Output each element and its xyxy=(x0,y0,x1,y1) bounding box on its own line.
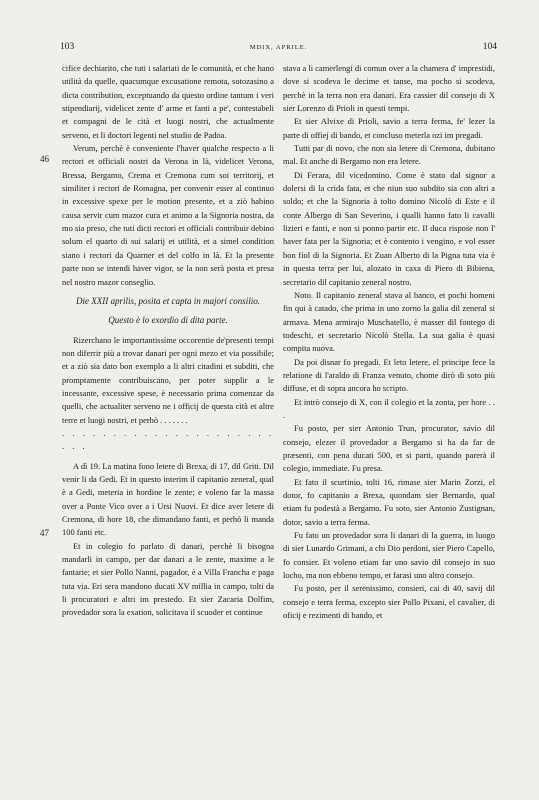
section-heading: Die XXII aprilis, posita et capta in majori consilio. xyxy=(76,295,260,306)
paragraph: Et sier Alvixe di Prioli, savio a terra ferma, fe' lezer la parte di offiej di bando, et concluso meterla ozi im pregadi. xyxy=(283,116,495,140)
paragraph: stava a li camerlengi di comun over a la chamera d' imprestidi, dove si scodeva le decime et tanse, ma pocho si scodeva, perchè in la terra non era danari. Era cassier dil consejo di X sier Lorenzo di Prioli in questi tempi. xyxy=(283,63,495,114)
paragraph: Rizerchano le importantissime occorentie de'presenti tempi non diferrir più a trovar danari per ogni mezo et via possibile; et a ziò sia dato bon exemplo a li altri citadini et subditi, che promptamente contribuiscano, per poter supplir a le incessante, excessive spese, è necessario prima comenzar da quelli, che actualiter serveno ne i officij de questa cità et altre terre et luogi nostri, et perhò . . . . . . . xyxy=(62,334,274,425)
section-heading: Questo è lo exordio di dita parte. xyxy=(108,315,228,326)
paragraph: Tutti par di novo, che non sia letere di Cremona, dubitano mal. Et anche di Bergamo non era letere. xyxy=(283,143,495,167)
paragraph: Et fato il scurtinio, tolti 16, rimase sier Marin Zorzi, el dotor, fo capitanio a Brexa, quondam sier Bernardo, qual etiam fu podestà a Bergamo. Fu soto, sier Antonio Zustignan, dotor, savio a terra ferma. xyxy=(283,476,495,527)
paragraph: Fu posto, per il serenissimo, consieri, cai di 40, savij dil consejo e terra ferma, excepto sier Pollo Pixani, el cavalier, di oficij e rezimenti di bando, et xyxy=(283,583,495,621)
page-number-right: 104 xyxy=(482,42,497,52)
paragraph: A dì 19. La matina fono letere di Brexa, di 17, dil Griti. Dil venir li da Gedi. Et in questo interim il capitanio zeneral, qual è a Gedi, meteria in hordine le zente; e voleno far la massa over a Ponte Vico over a i Ursi Nuovi. Et dice aver letere di Cremona, di hore 18, che dimandano fanti, et perhò li manda 100 fanti etc. xyxy=(62,460,274,538)
page-number-left: 103 xyxy=(60,42,75,52)
paragraph: Da poi disnar fo pregadi. Et leto letere, el principe fece la relatione di l'araldo di Franza venuto, chome dirò di soto più diffuse, et di sopra ancora ho scripto. xyxy=(283,356,495,394)
paragraph: Fu posto, per sier Antonio Trun, procurator, savio dil consejo, elezer il provedador a Bergamo si ha da far de præsenti, con pena ducati 500, et si parti, quando parerà il colegio, immediate. Fu presa. xyxy=(283,423,495,474)
paragraph: cifice dechiarito, che tuti i salariati de le comunità, et che hano utilità da quelle, quacumque excusatione remota, sotozasino a dicta contribution, exceptuando da questo ordine tantum i veri stipendiarij, videlicet zente d' arme et fanti a pe', contestabeli et compagni de le cità et luogi nostri, che actualmente serveno, et li doctori legenti nel studio de Padoa. xyxy=(62,63,274,140)
paragraph: Di Ferara, dil vicedomino. Come è stato dal signor a dolersi di la crida fata, et che niun suo subdito sia con altri a soldo; et che la Signoria à tolto domino Nicolò di Este e il conte Albergo di San Severino, i qualli hanno fato li cavalli lizieri e fanti, e non si ponno partir etc. Il duca rispose non l' haver fata per la Signoria; et è contento i vengino, e vol esser bon fiol di la Signoria. Et Zuan Alberto di la Pigna tuta via è in questa terra per lui, alozato in caxa di Piero di Bibiena, secretario dil capitanio zeneral nostro. xyxy=(283,169,495,287)
ellipsis-line: . . . . . . . . . . . . . . . . . . . . . . . . xyxy=(62,427,274,452)
paragraph: Et intrò consejo di X, con il colegio et la zonta, per hore . . . xyxy=(283,396,495,420)
paragraph: Noto. Il capitanio zeneral stava al banco, et pochi homeni fin qui à catado, che prima in uno zorno la galia dil zeneral si armava. Mena armirajo Muschatello, è masser dil fontego di todeschi, et secretario Nicolò Stella. La sua galia è quasi compita nuova. xyxy=(283,289,495,354)
left-column xyxy=(62,62,274,620)
running-title: MDIX, APRILE. xyxy=(249,44,308,51)
margin-number-47: 47 xyxy=(40,528,49,538)
margin-number-46: 46 xyxy=(40,154,49,164)
right-column xyxy=(283,62,495,622)
paragraph: Fu fato un provedador sora li danari di la guerra, in luogo di sier Lunardo Grimani, a chi Dio perdoni, sier Piero Capello, fo consier. Et voleno etiam far uno savio dil consejo in suo locho, ma non ebbeno tempo, et farasi uno altro consejo. xyxy=(283,530,495,581)
page-header xyxy=(60,42,497,56)
paragraph: Verum, perchè è conveniente l'haver qualche respecto a li rectori et officiali nostri da Verona in là, videlicet Verona, Bressa, Bergamo, Crema et Cremona cum soi territorij, et similiter i rectori de Romagna, per convenir esser al continuo in excessive spexe per le motion presente, et a ziò habino causa servir cum mazor cura et animo a la Signoria nostra, da mo sia preso, che tuti dicti rectori et officiali contribuir debino solum el quarto di sui salarij et utilità, et a simel condition siano i rectori da Quarner et del colfo in là. Et la presente parte non se intendi haver vigor, se la non serà posta et presa nel nostro mazor conseglio. xyxy=(62,143,274,287)
paragraph: Et in colegio fo parlato di danari, perchè li bisogna mandarli in campo, per dar danari a le zente, maxime a le fantarie; et sier Pollo Nanni, pagador, è a Villa Francha e paga tuta via. Eri sera mandono ducati XV millia in campo, tolti da li procuratori e altri im prestedo. Et sier Zacaria Dolfim, provedador sora la exation, solicitava il scuoder et continue xyxy=(62,540,274,618)
